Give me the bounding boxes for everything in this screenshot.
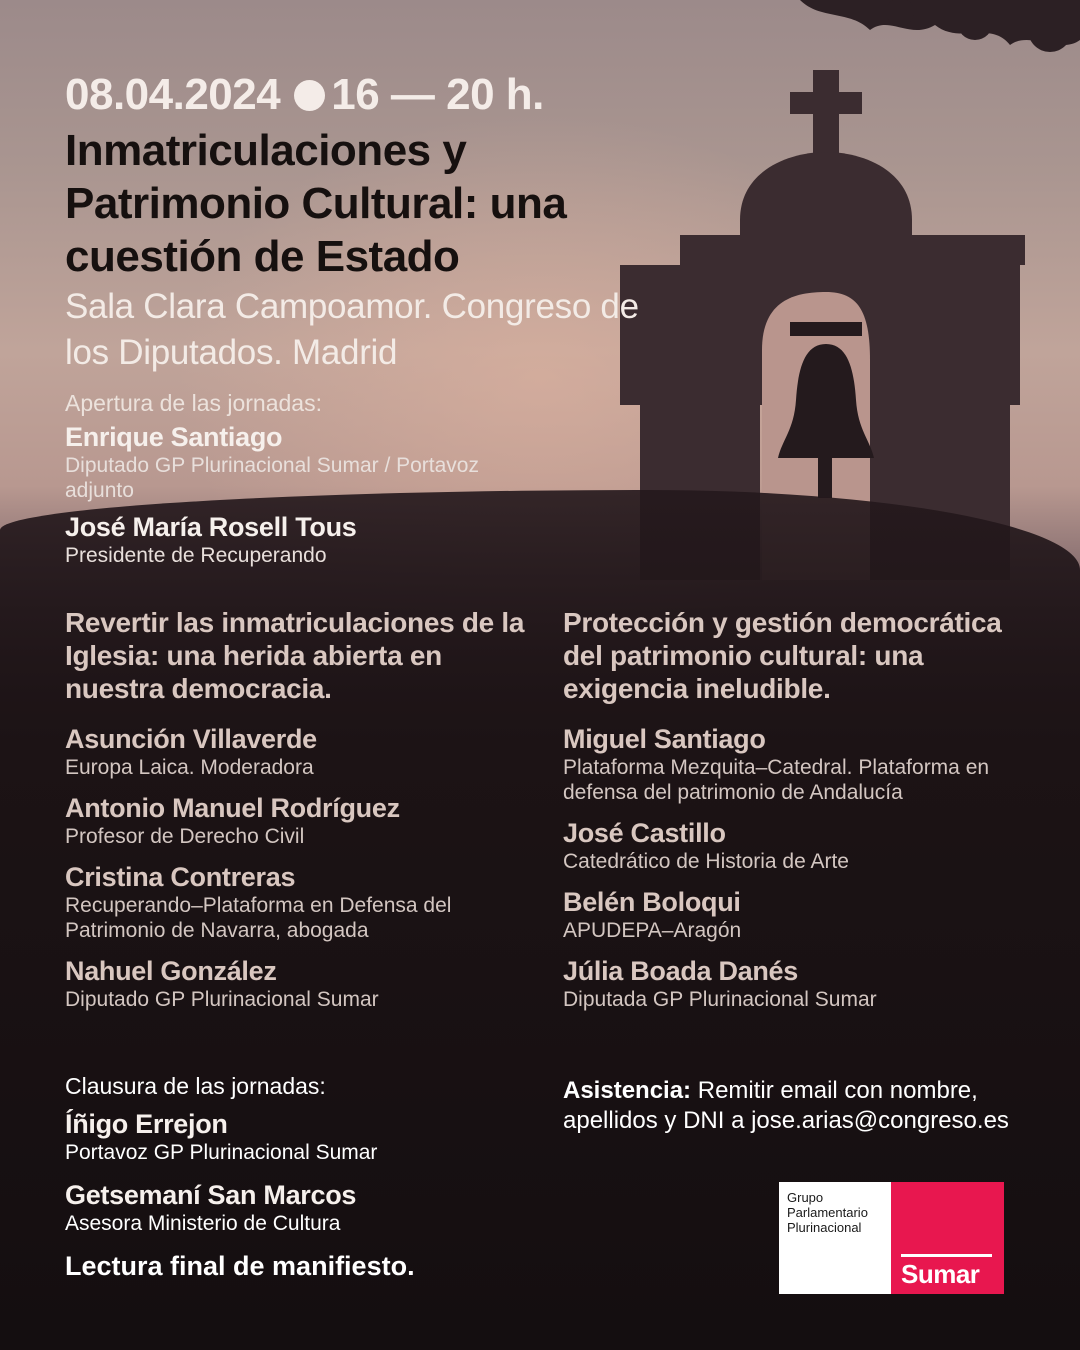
logo-brand: Sumar (901, 1259, 980, 1289)
panel-speaker (65, 861, 525, 943)
panel-speaker (65, 723, 525, 780)
logo-line: Grupo (787, 1190, 824, 1205)
event-date: 08.04.2024 (65, 70, 281, 119)
closing-speaker (65, 1179, 525, 1236)
speaker-role: Plataforma Mezquita–Catedral. Plataforma en defensa del patrimonio de Andalucía (563, 756, 990, 804)
panel-left-title: Revertir las inmatriculaciones de la Iglesia: una herida abierta en nuestra democracia. (65, 607, 525, 704)
event-time: 16 — 20 h. (331, 70, 544, 119)
panel-speaker (65, 792, 525, 849)
speaker-name: Belén Boloqui (563, 887, 741, 917)
logo-group-label (779, 1182, 891, 1294)
speaker-role: Diputado GP Plurinacional Sumar (65, 988, 379, 1011)
panel-speaker (563, 955, 1033, 1012)
event-venue: Sala Clara Campoamor. Congreso de los Diputados. Madrid (65, 287, 639, 372)
logo-line: Parlamentario (787, 1205, 868, 1220)
event-title: Inmatriculaciones y Patrimonio Cultural: una cuestión de Estado (65, 126, 567, 281)
speaker-name: Cristina Contreras (65, 862, 296, 892)
speaker-role: APUDEPA–Aragón (563, 919, 742, 942)
speaker-role: Diputada GP Plurinacional Sumar (563, 988, 877, 1011)
speaker-name: José Castillo (563, 818, 726, 848)
panel-speaker (563, 886, 1033, 943)
panel-speaker (563, 723, 1033, 805)
speaker-role: Catedrático de Historia de Arte (563, 850, 849, 873)
assistance-info (563, 1076, 1033, 1136)
closing-section (65, 1072, 525, 1282)
speaker-role: Profesor de Derecho Civil (65, 825, 305, 848)
opening-speaker (65, 511, 485, 568)
speaker-name: Enrique Santiago (65, 422, 283, 452)
bullet-dot-icon (294, 80, 325, 111)
speaker-name: Miguel Santiago (563, 724, 766, 754)
speaker-name: Júlia Boada Danés (563, 956, 798, 986)
assistance-text: Remitir email con nombre, apellidos y DNI a jose.arias@congreso.es (563, 1077, 1009, 1134)
panel-right (563, 606, 1033, 1024)
speaker-name: José María Rosell Tous (65, 512, 357, 542)
event-date-time (65, 70, 544, 120)
speaker-role: Europa Laica. Moderadora (65, 756, 314, 779)
sumar-logo (779, 1182, 1004, 1294)
speaker-name: Íñigo Errejon (65, 1109, 228, 1139)
logo-bar (901, 1254, 992, 1257)
panel-speaker (65, 955, 525, 1012)
closing-manifesto: Lectura final de manifiesto. (65, 1251, 415, 1281)
speaker-role: Portavoz GP Plurinacional Sumar (65, 1141, 378, 1164)
speaker-role: Recuperando–Plataforma en Defensa del Patrimonio de Navarra, abogada (65, 894, 452, 942)
speaker-name: Antonio Manuel Rodríguez (65, 793, 400, 823)
closing-speaker (65, 1108, 525, 1165)
speaker-role: Presidente de Recuperando (65, 544, 327, 567)
speaker-role: Diputado GP Plurinacional Sumar / Portavoz adjunto (65, 454, 479, 502)
assistance-label: Asistencia: (563, 1077, 692, 1104)
panel-speaker (563, 817, 1033, 874)
speaker-role: Asesora Ministerio de Cultura (65, 1212, 341, 1235)
closing-label: Clausura de las jornadas: (65, 1073, 326, 1099)
opening-section (65, 389, 485, 568)
speaker-name: Nahuel González (65, 956, 277, 986)
speaker-name: Asunción Villaverde (65, 724, 317, 754)
opening-label: Apertura de las jornadas: (65, 390, 322, 416)
logo-brand-block (891, 1182, 1004, 1294)
logo-line: Plurinacional (787, 1220, 862, 1235)
panel-right-title: Protección y gestión democrática del patrimonio cultural: una exigencia ineludible. (563, 607, 1002, 704)
panel-left (65, 606, 525, 1024)
opening-speaker (65, 421, 485, 503)
speaker-name: Getsemaní San Marcos (65, 1180, 357, 1210)
